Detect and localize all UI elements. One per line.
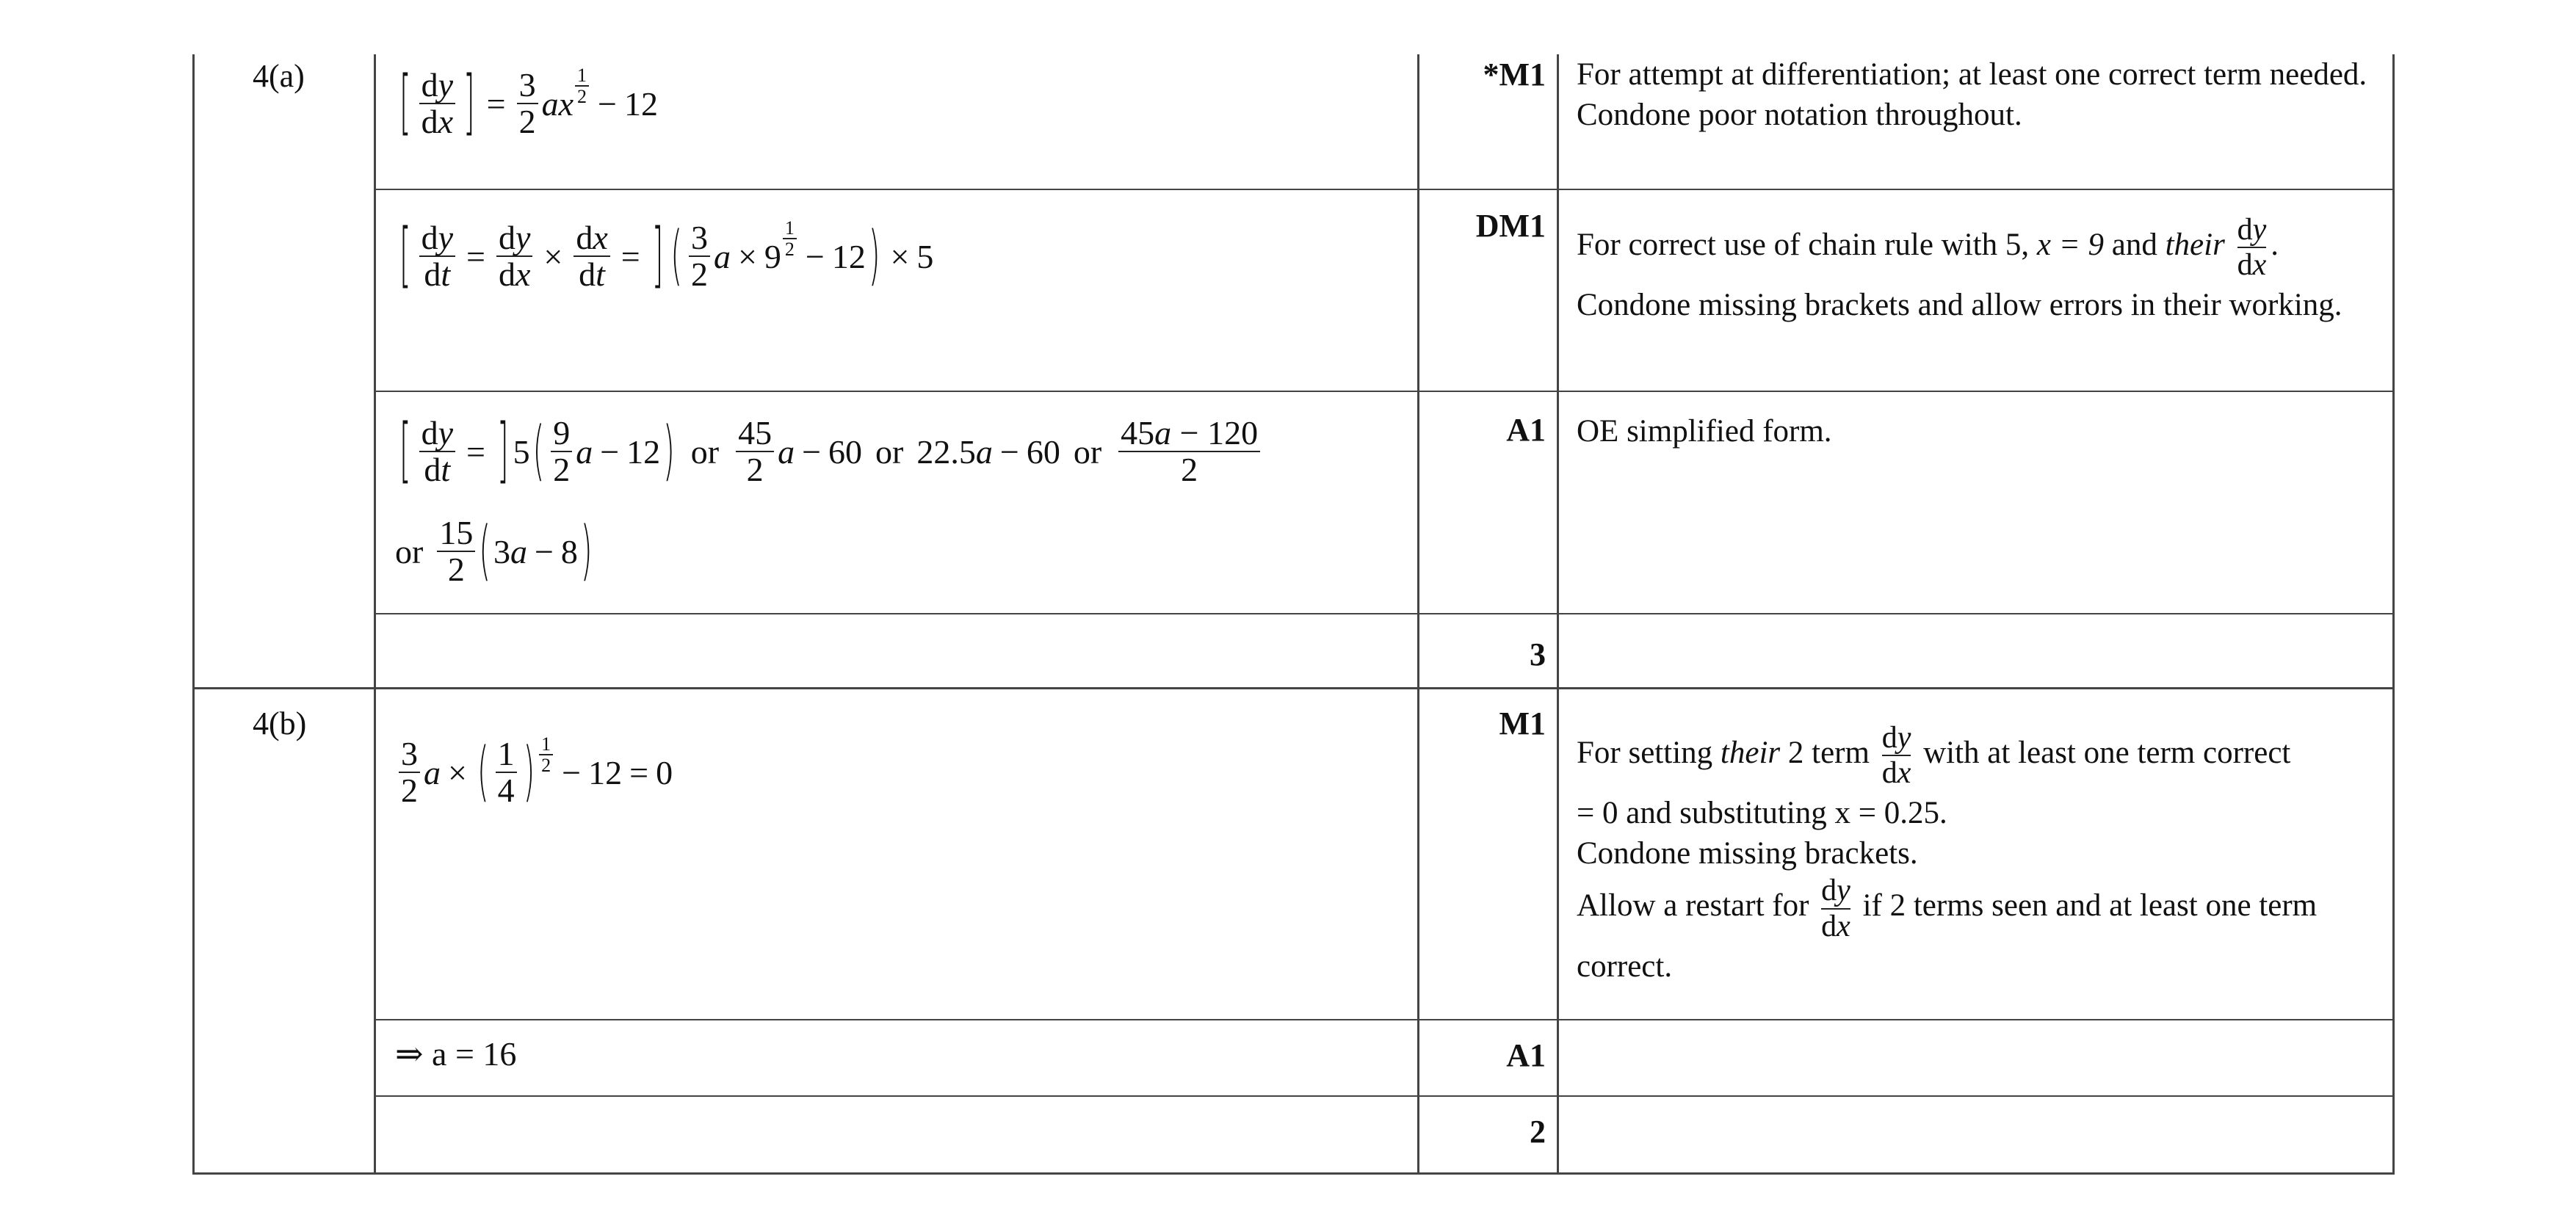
guidance-text: their bbox=[2165, 228, 2225, 263]
table-border-bottom bbox=[192, 1172, 2395, 1175]
guidance-text: and bbox=[2111, 228, 2157, 263]
guidance-text: For setting bbox=[1577, 736, 1713, 771]
column-divider-guidance bbox=[1557, 54, 1559, 1175]
or-word: or bbox=[395, 532, 424, 570]
guidance-text: Allow a restart for bbox=[1577, 888, 1809, 924]
row-divider bbox=[374, 613, 2395, 614]
mark-4a-row1: *M1 bbox=[1483, 57, 1546, 93]
guidance-line: For correct use of chain rule with 5, x = 9 and their $\frac{dy}{dx}$ . bbox=[1577, 213, 2279, 283]
mark-4a-row2: DM1 bbox=[1475, 208, 1546, 244]
or-word: or bbox=[1073, 432, 1102, 471]
guidance-line: Condone poor notation throughout. bbox=[1577, 98, 2022, 132]
guidance-line: For attempt at differentiation; at least one correct term needed. bbox=[1577, 57, 2367, 92]
or-word: or bbox=[875, 432, 904, 471]
guidance-line bbox=[1577, 721, 2377, 790]
guidance-text: 2 term bbox=[1787, 736, 1870, 771]
guidance-line: Condone missing brackets. bbox=[1577, 836, 1918, 871]
question-divider bbox=[192, 687, 2395, 689]
table-border-right bbox=[2392, 54, 2395, 1175]
guidance-text: if 2 terms seen and at least one term bbox=[1862, 888, 2318, 924]
mark-4b-total: 2 bbox=[1530, 1114, 1546, 1150]
dy-dx-fraction: $\frac{dy}{dx}$ bbox=[2237, 213, 2267, 283]
mark-4b-row2: A1 bbox=[1506, 1037, 1546, 1073]
question-label-4b: 4(b) bbox=[253, 706, 307, 741]
row-divider bbox=[374, 1095, 2395, 1097]
table-border-left bbox=[192, 54, 195, 1175]
guidance-4a-row1 bbox=[1577, 54, 2377, 135]
guidance-line bbox=[1577, 874, 2377, 943]
answer-4a-row2: [ $\frac{dy}{dt}$ = $\frac{dy}{dx}$ × $\frac{dx}{dt}$ = ] ( $\frac{3}{2}$ a × 9 $\frac{1}{2}$ − 12 ) × 5 bbox=[399, 216, 934, 297]
guidance-condition: x = 9 bbox=[2036, 228, 2104, 263]
guidance-text: with at least one term correct bbox=[1923, 736, 2291, 771]
guidance-text: their bbox=[1720, 736, 1781, 771]
guidance-4a-row3: OE simplified form. bbox=[1577, 414, 1832, 449]
row-divider bbox=[374, 391, 2395, 392]
or-word: or bbox=[690, 432, 720, 471]
guidance-text: For correct use of chain rule with 5, bbox=[1577, 228, 2030, 263]
dy-dx-fraction: $\frac{dy}{dx}$ bbox=[1821, 874, 1850, 943]
column-divider-answer bbox=[374, 54, 376, 1175]
guidance-4b-row1 bbox=[1577, 721, 2377, 987]
answer-4b-row1: $\frac{3}{2}$ a × ( $\frac{1}{4}$ ) $\frac{1}{2}$ − 12 = 0 bbox=[395, 734, 673, 809]
guidance-line: Condone missing brackets and allow errors in their working. bbox=[1577, 288, 2342, 323]
mark-4a-total: 3 bbox=[1530, 636, 1546, 672]
question-label-4a: 4(a) bbox=[253, 58, 305, 94]
answer-4b-row2: ⇒ a = 16 bbox=[395, 1035, 517, 1073]
mark-4b-row1: M1 bbox=[1499, 706, 1546, 741]
answer-4a-row3-line1: [ $\frac{dy}{dt}$ = ] 5 ( $\frac{9}{2}$ a − 12 ) or $\frac{45}{2}$ a − 60 or 22.5 a − 60 or $\frac{45a - 120}{2}$ bbox=[395, 416, 1264, 488]
answer-4a-row1: [ $\frac{dy}{dx}$ ] = $\frac{3}{2}$ ax $\frac{1}{2}$ − 12 bbox=[399, 63, 658, 145]
mark-4a-row3: A1 bbox=[1506, 412, 1546, 448]
guidance-line: = 0 and substituting x = 0.25. bbox=[1577, 796, 1947, 831]
dy-dx-fraction: $\frac{dy}{dx}$ bbox=[1881, 721, 1911, 791]
guidance-line: correct. bbox=[1577, 948, 1673, 984]
column-divider-marks bbox=[1417, 54, 1419, 1175]
guidance-4a-row2 bbox=[1577, 213, 2377, 325]
answer-4a-row3-line2: or $\frac{15}{2}$ ( 3 a − 8 ) bbox=[395, 514, 593, 589]
row-divider bbox=[374, 189, 2395, 190]
row-divider bbox=[374, 1019, 2395, 1020]
